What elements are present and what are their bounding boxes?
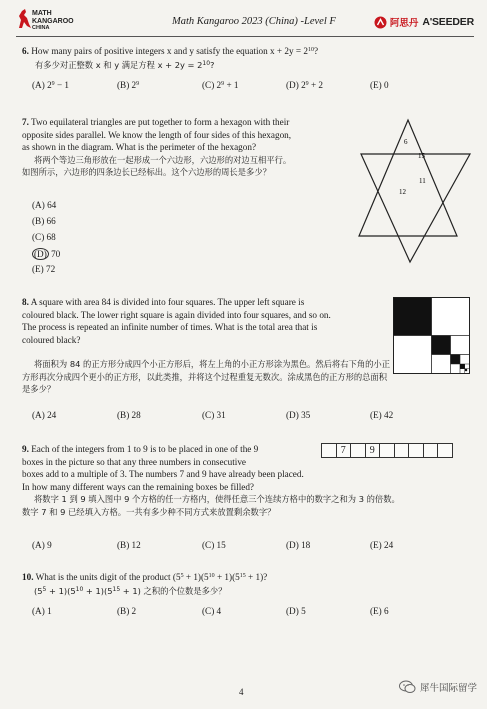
watermark: 犀牛国际留学 — [399, 680, 477, 694]
question-10 — [22, 570, 474, 597]
option-a[interactable]: (A) 64 — [32, 200, 57, 210]
number-boxes — [321, 443, 453, 458]
option-d-circled[interactable]: (D) 70 — [34, 249, 61, 259]
logo-text: MATH KANGAROO CHINA — [32, 10, 74, 31]
header-title: Math Kangaroo 2023 (China) -Level F — [172, 16, 336, 27]
question-number: 10. — [22, 572, 34, 582]
question-text-en: How many pairs of positive integers x and y satisfy the equation $x + 2y = 2^{10}$? — [31, 46, 319, 56]
option-d[interactable]: (D) $2^9 + 2$ — [286, 80, 324, 90]
triangle-up — [359, 120, 457, 236]
question-text-cn: 有多少对正整数 x 和 y 满足方程 $x + 2y = 2^{10}$? — [35, 59, 215, 70]
question-text-cn: $(5^5 + 1)(5^{10} + 1)(5^{15} + 1)$ 之积的个位数是多少？ — [34, 585, 227, 596]
aseeder-icon — [374, 16, 387, 29]
page-header — [16, 8, 474, 36]
number-box[interactable] — [350, 443, 366, 458]
option-a[interactable]: (A) 1 — [32, 606, 52, 616]
question-8-cn: 将面积为 84 的正方形分成四个小正方形后，将左上角的小正方形涂为黑色。然后将右下角的小正 方形再次分成四个更小的正方形，以此类推，并将这个过程重复无数次。涂成黑色的正方形的总面积 是多少？ — [22, 359, 391, 395]
question-number: 8. — [22, 297, 29, 307]
option-b[interactable]: (B) 28 — [117, 410, 141, 420]
black-square-1 — [394, 298, 432, 336]
option-b[interactable]: (B) 2 — [117, 606, 137, 616]
header-divider — [16, 36, 474, 37]
option-c[interactable]: (C) 4 — [202, 606, 222, 616]
question-9-options — [32, 540, 452, 554]
question-10-options — [32, 606, 452, 620]
option-d[interactable]: (D) 5 — [286, 606, 306, 616]
wechat-icon — [399, 680, 416, 694]
label-12: 12 — [399, 188, 406, 196]
triangle-down — [361, 154, 470, 262]
sponsor-logo — [374, 13, 474, 31]
option-a[interactable]: (A) 24 — [32, 410, 57, 420]
number-box[interactable] — [321, 443, 337, 458]
hexagram-figure — [355, 116, 475, 266]
option-b[interactable]: (B) $2^9$ — [117, 80, 140, 90]
question-text-en: What is the units digit of the product $(5^5 + 1)(5^{10} + 1)(5^{15} + 1)$? — [35, 572, 268, 582]
option-a[interactable]: (A) 9 — [32, 540, 52, 550]
sponsor-cn: 阿思丹 — [389, 18, 419, 29]
number-box[interactable] — [437, 443, 453, 458]
question-7: 7. Two equilateral triangles are put together to form a hexagon with their opposite sides parallel. We know the length of four sides of this hexagon, as shown in the diagram. What is the perimeter of the hexagon? 将两个等边三角形放在一起形成一个六边形，六边形的对边互相平行。 如图所示，六边形的四条边长已经标出。这个六边形的周长是多少？ — [22, 117, 292, 178]
option-e[interactable]: (E) 6 — [370, 606, 389, 616]
option-e[interactable]: (E) 0 — [370, 80, 389, 90]
option-b[interactable]: (B) 66 — [32, 216, 56, 226]
option-b[interactable]: (B) 12 — [117, 540, 141, 550]
option-c[interactable]: (C) 15 — [202, 540, 226, 550]
page-number: 4 — [239, 687, 244, 697]
black-square-2 — [432, 336, 451, 355]
question-number: 9. — [22, 444, 29, 454]
option-d[interactable]: (D) 18 — [286, 540, 311, 550]
question-9: 9. Each of the integers from 1 to 9 is to be placed in one of the 9 boxes in the picture so that any three numbers in consecutive boxes add to a multiple of 3. The numbers 7 and 9 have already been placed. In how many different ways can the remaining boxes be filled? 将数字 1 到 9 填入图中 9 个方格的任一方格内，使得任意三个连续方格中的数字之和为 3 的倍数。 数字 7 和 9 已经填入方格。一共有多少种不同方式来放置剩余数字？ — [22, 444, 400, 517]
question-6 — [22, 44, 472, 71]
number-box[interactable] — [423, 443, 439, 458]
option-c[interactable]: (C) 31 — [202, 410, 226, 420]
question-number: 6. — [22, 46, 29, 56]
option-e[interactable]: (E) 24 — [370, 540, 394, 550]
question-number: 7. — [22, 117, 29, 127]
option-c[interactable]: (C) 68 — [32, 232, 56, 242]
label-6: 6 — [404, 138, 408, 146]
math-kangaroo-logo — [16, 8, 84, 34]
question-8-options — [32, 410, 452, 424]
option-a[interactable]: (A) $2^9 - 1$ — [32, 80, 70, 90]
number-box[interactable] — [379, 443, 395, 458]
option-e[interactable]: (E) 72 — [32, 264, 56, 274]
label-15: 15 — [418, 152, 425, 160]
question-8: 8. A square with area 84 is divided into four squares. The upper left square is coloured black. The lower right square is again divided into four squares, and so on. The process is repeated an infinite number of times. What is the total area that is coloured black? — [22, 297, 331, 345]
kangaroo-icon — [16, 8, 32, 30]
number-box[interactable]: 9 — [365, 443, 381, 458]
option-d[interactable]: (D) 35 — [286, 410, 311, 420]
number-box[interactable] — [394, 443, 410, 458]
number-box[interactable] — [408, 443, 424, 458]
number-box[interactable]: 7 — [336, 443, 352, 458]
sponsor-en: A'SEEDER — [422, 16, 474, 28]
question-6-options — [32, 80, 452, 94]
option-e[interactable]: (E) 42 — [370, 410, 394, 420]
label-11: 11 — [419, 177, 426, 185]
option-c[interactable]: (C) $2^9 + 1$ — [202, 80, 239, 90]
